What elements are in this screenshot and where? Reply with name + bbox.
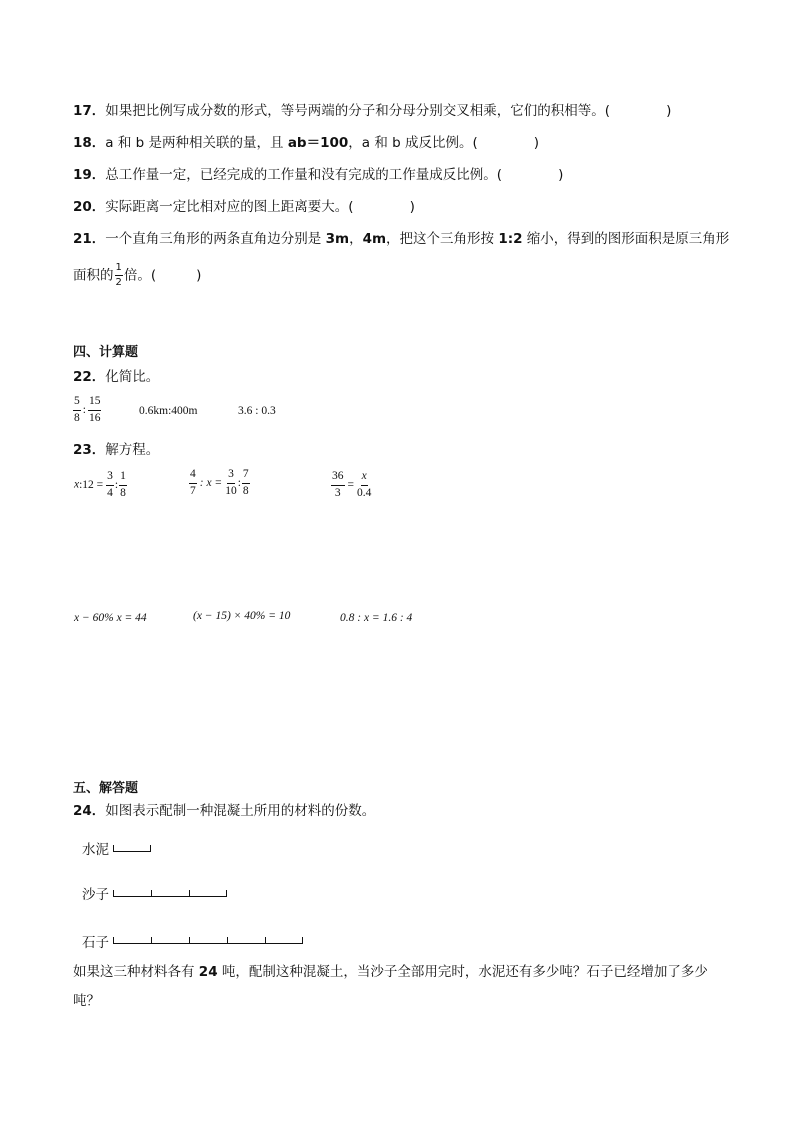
equation-b: $\frac{4}{7}$ : x = $\frac{3}{10}$ : $\frac{7}{8}$ xyxy=(190,468,249,497)
question-text: 实际距离一定比相对应的图上距离要大。( xyxy=(105,199,354,215)
question-number: 17． xyxy=(73,103,106,119)
equation-f: 0.8 : x = 1.6 : 4 xyxy=(340,612,413,624)
question-number: 21． xyxy=(73,231,106,247)
leg-length-1: 3m xyxy=(325,231,350,247)
question-23 xyxy=(73,440,159,460)
section-title: 五、解答题 xyxy=(73,781,139,796)
question-24-body xyxy=(73,962,708,982)
ratio-expression-3: 3.6 : 0.3 xyxy=(238,405,276,417)
question-text: 一个直角三角形的两条直角边分别是 xyxy=(105,231,326,247)
question-text: a 和 b 是两种相关联的量，且 xyxy=(105,135,288,151)
question-number: 20． xyxy=(73,199,106,215)
equation-a: x:12 = $\frac{3}{4}$ : $\frac{1}{8}$ xyxy=(74,470,126,499)
ratio-expression-1: $\frac{5}{8}$ : $\frac{15}{16}$ xyxy=(74,395,101,424)
material-label-cement: 水泥 xyxy=(82,842,109,858)
equation-c: $\frac{36}{3}$ = $\frac{x}{0.4}$ xyxy=(332,470,372,499)
question-21-line2 xyxy=(73,263,201,288)
answer-paren-close: ) xyxy=(196,267,202,284)
bar-segment xyxy=(151,890,189,897)
question-17 xyxy=(73,101,671,121)
bar-segment xyxy=(189,937,227,944)
ratio-expression-2: 0.6km:400m xyxy=(139,405,198,417)
bar-segment xyxy=(113,890,151,897)
question-text: 总工作量一定，已经完成的工作量和没有完成的工作量成反比例。( xyxy=(105,167,503,183)
material-label-stone: 石子 xyxy=(82,935,109,951)
question-19 xyxy=(73,165,563,185)
equation-text: ab＝100 xyxy=(287,135,349,151)
question-text: 吨，配制这种混凝土，当沙子全部用完时，水泥还有多少吨？石子已经增加了多少 xyxy=(217,964,708,980)
equation-e: (x − 15) × 40% = 10 xyxy=(193,610,291,622)
leg-length-2: 4m xyxy=(362,231,387,247)
answer-paren-close: ) xyxy=(533,135,540,151)
question-text-tail: ，a 和 b 成反比例。( xyxy=(348,135,478,151)
bar-segment xyxy=(113,937,151,944)
question-20 xyxy=(73,197,415,217)
question-text: 解方程。 xyxy=(105,442,160,458)
question-text: ，把这个三角形按 xyxy=(386,231,499,247)
bar-segment xyxy=(151,937,189,944)
question-text: 如果这三种材料各有 xyxy=(73,964,199,980)
question-24 xyxy=(73,801,375,821)
bar-segment xyxy=(265,937,303,944)
material-label-sand: 沙子 xyxy=(82,887,109,903)
question-number: 24． xyxy=(73,803,106,819)
answer-paren-close: ) xyxy=(409,199,415,215)
question-text: 倍。( xyxy=(123,267,157,284)
question-number: 18． xyxy=(73,135,106,151)
bar-segment xyxy=(113,845,151,852)
question-number: 19． xyxy=(73,167,106,183)
equation-d: x − 60% x = 44 xyxy=(74,612,147,624)
bar-segment xyxy=(227,937,265,944)
bar-segment xyxy=(189,890,227,897)
question-text: 如图表示配制一种混凝土所用的材料的份数。 xyxy=(105,803,376,819)
answer-paren-close: ) xyxy=(558,167,564,183)
separator: ， xyxy=(349,231,363,247)
question-22 xyxy=(73,367,159,387)
tons-value: 24 xyxy=(198,964,218,980)
question-24-body-line2: 吨？ xyxy=(73,993,100,1009)
question-number: 23． xyxy=(73,442,106,458)
question-text: 化简比。 xyxy=(105,369,160,385)
answer-paren-close: ) xyxy=(666,103,672,119)
question-21 xyxy=(73,229,729,249)
question-text: 缩小，得到的图形面积是原三角形 xyxy=(522,231,730,247)
section-title: 四、计算题 xyxy=(73,345,139,360)
fraction-one-half: $\frac{1}{2}$ xyxy=(115,262,122,288)
question-text: 如果把比例写成分数的形式，等号两端的分子和分母分别交叉相乘，它们的积相等。( xyxy=(105,103,611,119)
question-number: 22． xyxy=(73,369,106,385)
scale-ratio: 1:2 xyxy=(498,231,523,247)
question-18 xyxy=(73,133,539,153)
question-text: 面积的 xyxy=(73,267,114,284)
